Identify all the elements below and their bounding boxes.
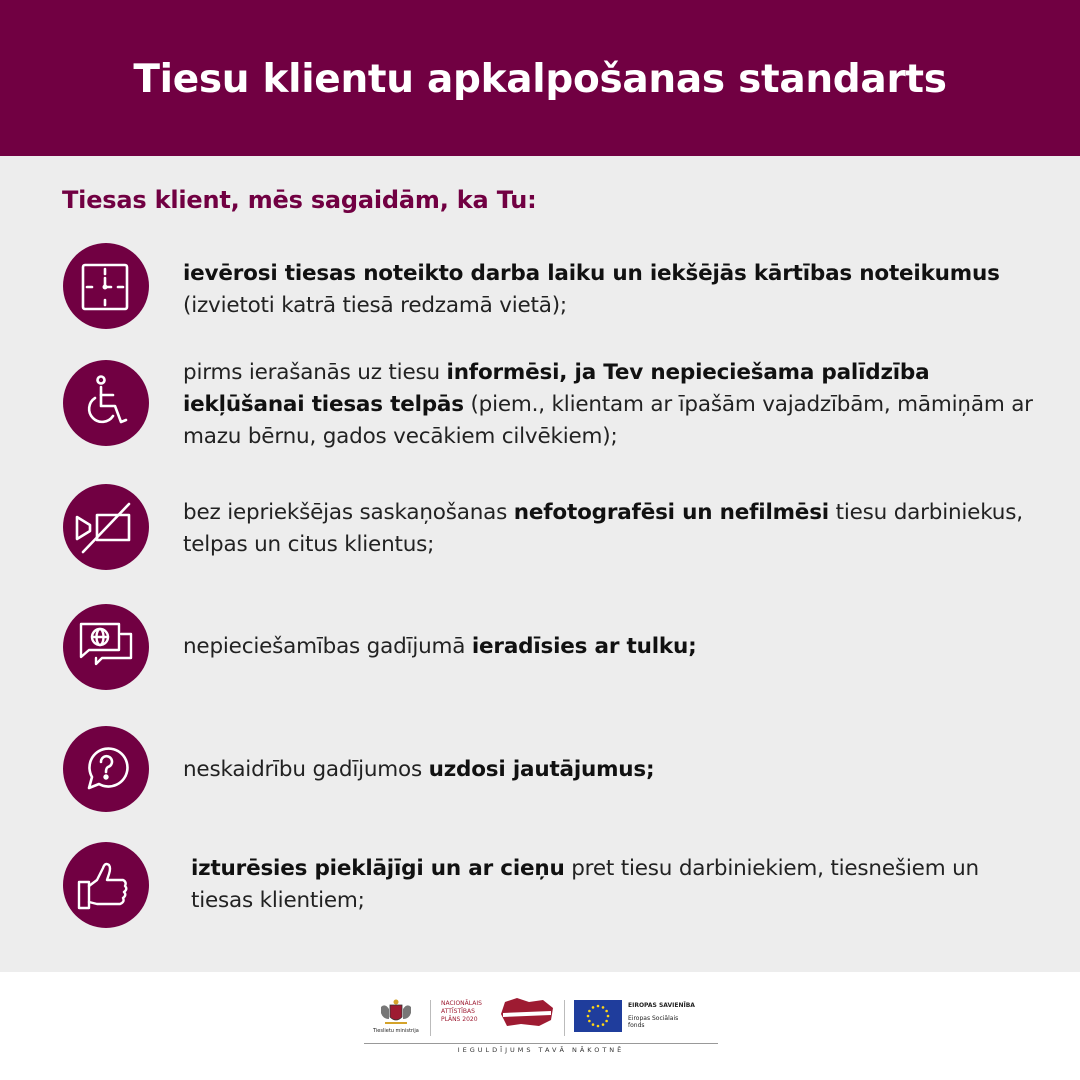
eu-logo	[574, 1000, 714, 1036]
intro-heading: Tiesas klient, mēs sagaidām, ka Tu:	[62, 186, 537, 214]
clock-icon	[63, 243, 149, 329]
item-3-text-b: tiesu darbiniekus, telpas un citus klientus;	[183, 500, 1023, 557]
item-3-text-a: bez iepriekšējas saskaņošanas	[183, 500, 514, 525]
thumbs-up-icon	[63, 842, 149, 928]
footer-rule	[364, 1043, 718, 1044]
item-2-text-a: pirms ierašanās uz tiesu	[183, 360, 447, 385]
no-camera-icon	[63, 484, 149, 570]
nap-line-1: NACIONĀLAIS	[441, 1000, 482, 1007]
eu-fund-line-1: Eiropas Sociālais	[628, 1015, 679, 1022]
translation-icon	[63, 604, 149, 690]
item-4-bold: ieradīsies ar tulku;	[471, 634, 697, 659]
footer-slogan: IEGULDĪJUMS TAVĀ NĀKOTNĒ	[457, 1046, 625, 1054]
item-4-text: nepieciešamības gadījumā	[183, 634, 472, 659]
item-5-bold: uzdosi jautājumus;	[428, 757, 655, 782]
item-6-bold: izturēsies pieklājīgi un ar cieņu	[191, 856, 565, 881]
question-icon	[63, 726, 149, 812]
footer-divider-2	[564, 1000, 565, 1036]
wheelchair-icon	[63, 360, 149, 446]
eu-title: EIROPAS SAVIENĪBA	[628, 1002, 695, 1009]
item-2-text-b: (piem., klientam ar īpašām vajadzībām, māmiņām ar mazu bērnu, gados vecākiem cilvēkiem);	[183, 392, 1033, 449]
item-2-bold: informēsi, ja Tev nepieciešama palīdzība iekļūšanai tiesas telpās	[183, 360, 930, 417]
page-title: Tiesu klientu apkalpošanas standarts	[133, 57, 947, 102]
footer-divider-1	[430, 1000, 431, 1036]
footer	[0, 972, 1080, 1080]
item-6-text: pret tiesu darbiniekiem, tiesnešiem un tiesas klientiem;	[191, 856, 979, 913]
ministry-name: Tieslietu ministrija	[373, 1028, 419, 1034]
nap-line-2: ATTĪSTĪBAS	[441, 1008, 475, 1015]
nap-line-3: PLĀNS 2020	[441, 1016, 478, 1023]
item-1-text: (izvietoti katrā tiesā redzamā vietā);	[183, 293, 567, 318]
ministry-logo	[373, 997, 419, 1037]
item-5-text: neskaidrību gadījumos	[183, 757, 429, 782]
item-3-bold: nefotografēsi un nefilmēsi	[513, 500, 829, 525]
eu-fund-line-2: fonds	[628, 1022, 645, 1029]
nap-logo	[441, 1000, 556, 1040]
coat-of-arms-icon	[373, 997, 419, 1027]
item-1-bold: ievērosi tiesas noteikto darba laiku un iekšējās kārtības noteikumus	[183, 261, 1000, 286]
latvia-map-icon	[499, 996, 555, 1030]
eu-flag-icon	[574, 1000, 622, 1032]
